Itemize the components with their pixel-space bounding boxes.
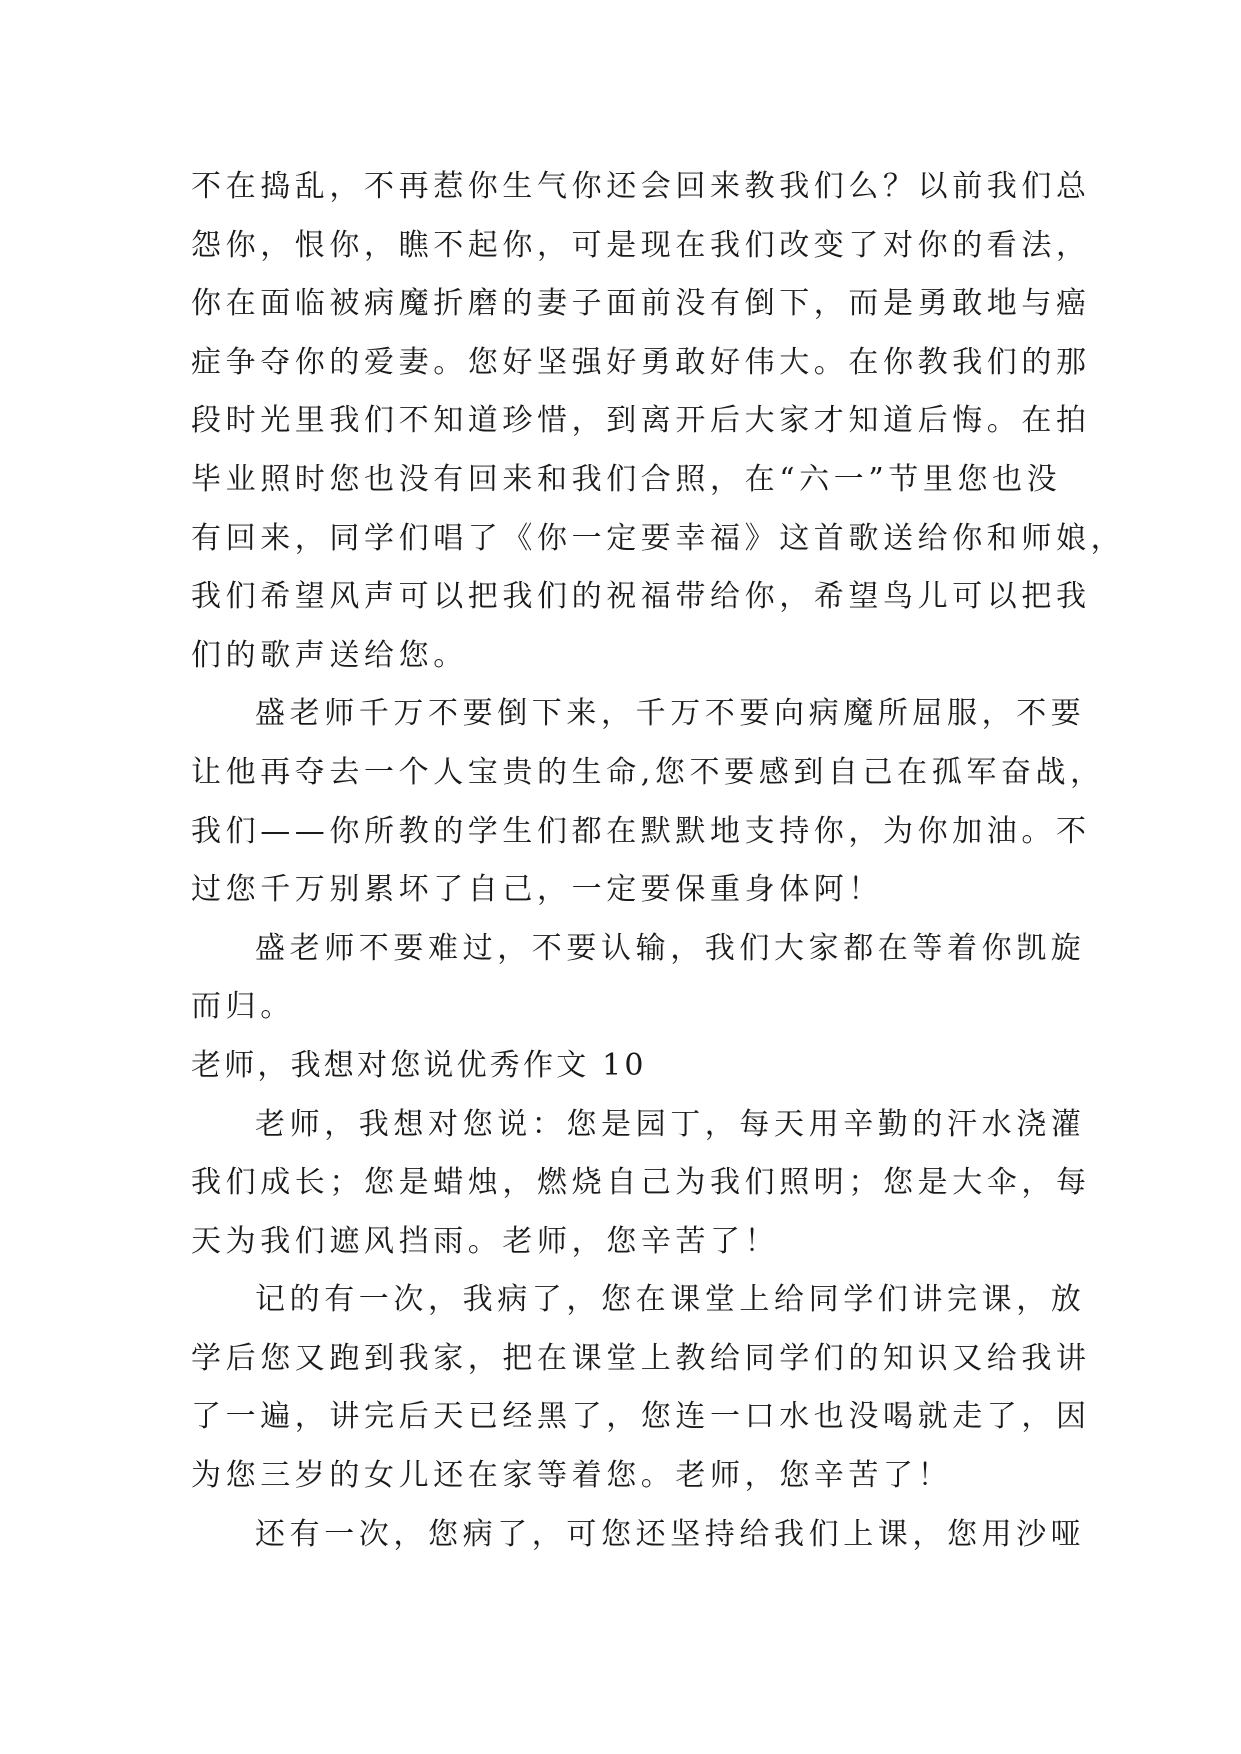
paragraph-first-line: 盛老师不要难过，不要认输，我们大家都在等着你凯旋 xyxy=(255,930,1086,966)
text-line: 让他再夺去一个人宝贵的生命,您不要感到自己在孤军奋战， xyxy=(191,754,1105,790)
paragraph-first-line: 还有一次，您病了，可您还坚持给我们上课，您用沙哑 xyxy=(255,1516,1086,1552)
text-line: 毕业照时您也没有回来和我们合照，在“六一”节里您也没 xyxy=(191,461,1062,497)
text-line: 而归。 xyxy=(191,989,295,1025)
text-line: 不在捣乱，不再惹你生气你还会回来教我们么？以前我们总 xyxy=(191,169,1091,204)
section-heading: 老师，我想对您说优秀作文 10 xyxy=(191,1047,647,1083)
text-line: 段时光里我们不知道珍惜，到离开后大家才知道后悔。在拍 xyxy=(191,403,1091,439)
text-line: 症争夺你的爱妻。您好坚强好勇敢好伟大。在你教我们的那 xyxy=(191,344,1091,380)
text-line: 我们希望风声可以把我们的祝福带给你，希望鸟儿可以把我 xyxy=(191,579,1091,615)
document-body xyxy=(191,158,1126,1564)
text-line: 为您三岁的女儿还在家等着您。老师，您辛苦了！ xyxy=(191,1458,953,1494)
text-line: 们的歌声送给您。 xyxy=(191,637,468,673)
text-line: 你在面临被病魔折磨的妻子面前没有倒下，而是勇敢地与癌 xyxy=(191,286,1091,322)
text-line: 我们——你所教的学生们都在默默地支持你，为你加油。不 xyxy=(191,813,1091,849)
text-line: 了一遍，讲完后天已经黑了，您连一口水也没喝就走了，因 xyxy=(191,1399,1091,1435)
text-line: 过您千万别累坏了自己，一定要保重身体阿！ xyxy=(191,872,883,908)
paragraph-first-line: 盛老师千万不要倒下来，千万不要向病魔所屈服，不要 xyxy=(255,696,1086,732)
text-line: 天为我们遮风挡雨。老师，您辛苦了！ xyxy=(191,1223,780,1259)
paragraph-first-line: 记的有一次，我病了，您在课堂上给同学们讲完课，放 xyxy=(255,1282,1086,1318)
text-line: 怨你，恨你，瞧不起你，可是现在我们改变了对你的看法， xyxy=(191,227,1091,263)
paragraph-first-line: 老师，我想对您说：您是园丁，每天用辛勤的汗水浇灌 xyxy=(255,1106,1086,1142)
text-line: 有回来，同学们唱了《你一定要幸福》这首歌送给你和师娘， xyxy=(191,520,1126,556)
text-line: 我们成长；您是蜡烛，燃烧自己为我们照明；您是大伞，每 xyxy=(191,1165,1091,1201)
text-line: 学后您又跑到我家，把在课堂上教给同学们的知识又给我讲 xyxy=(191,1340,1091,1376)
